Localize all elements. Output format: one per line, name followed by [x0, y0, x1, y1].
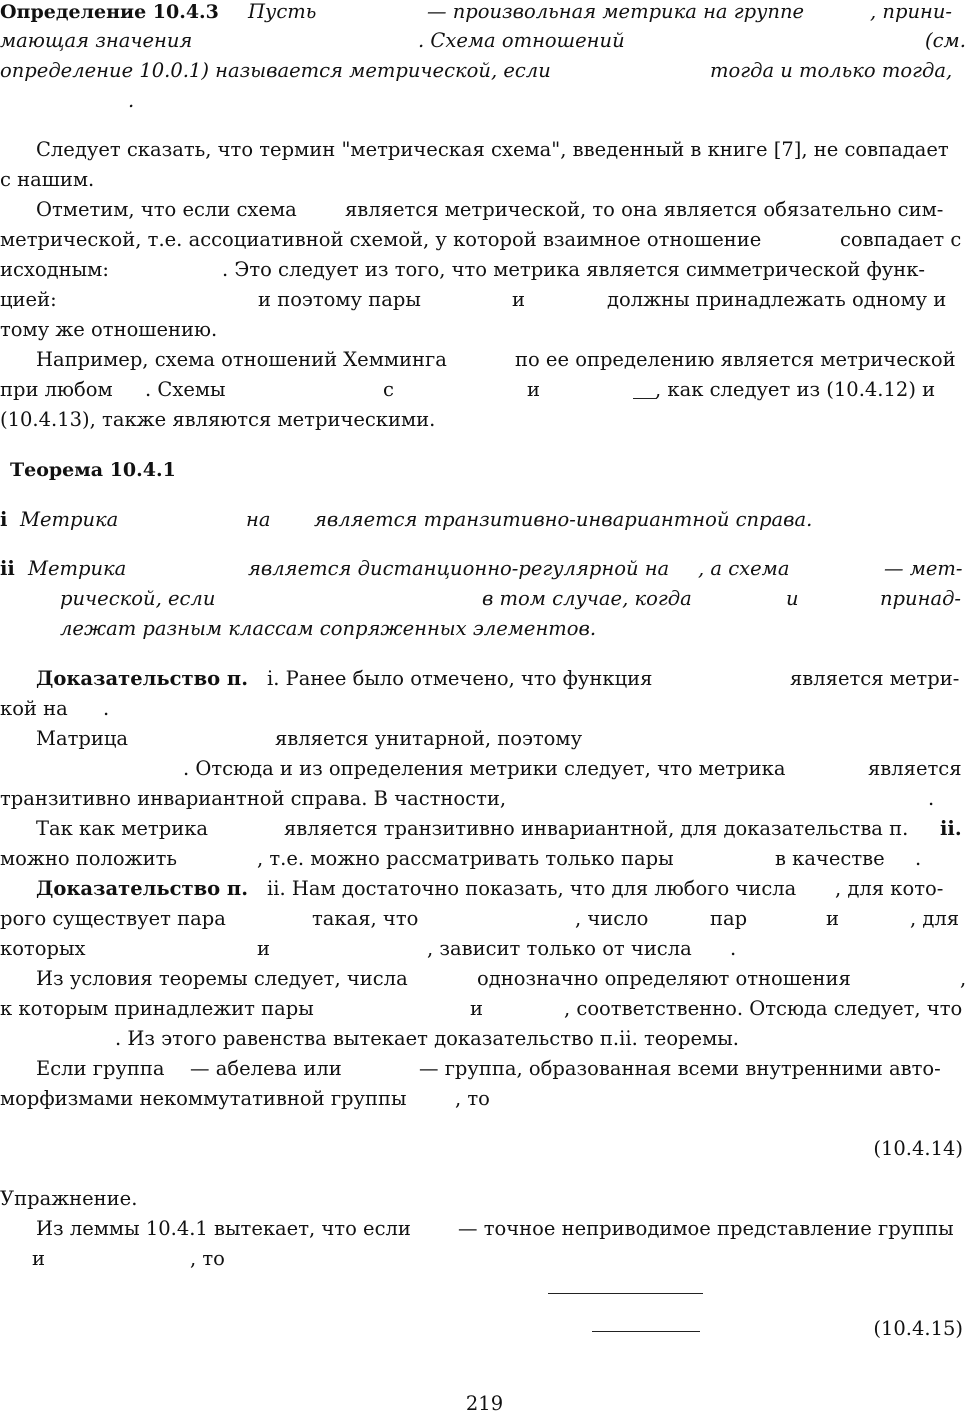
text-span: ii	[0, 557, 15, 580]
text-span: Так как метрика	[36, 817, 209, 840]
text-span: рого существует пара	[0, 907, 226, 930]
proof2-line-5	[0, 997, 963, 1021]
text-span: Из леммы 10.4.1 вытекает, что если	[36, 1217, 411, 1240]
placeholder-rule	[633, 398, 657, 399]
text-span: Матрица	[36, 727, 129, 750]
text-span: ii. Нам достаточно показать, что для любого числа	[267, 877, 797, 900]
proof1-line-7	[0, 847, 922, 871]
text-span: , зависит только от числа	[427, 937, 692, 960]
text-span: исходным:	[0, 258, 109, 281]
text-span: однозначно определяют отношения	[477, 967, 851, 990]
text-span: . Это следует из того, что метрика является симметрической функ-	[222, 258, 925, 281]
text-span: является транзитивно инвариантной, для доказательства п.	[284, 817, 909, 840]
text-span: (см.	[925, 29, 966, 52]
text-span: Доказательство п.	[36, 667, 248, 690]
text-span: — абелева или	[190, 1057, 342, 1080]
para1-line-1: Следует сказать, что термин "метрическая схема", введенный в книге [7], не совпадает	[36, 138, 949, 161]
text-span: является	[868, 757, 962, 780]
text-span: и поэтому пары	[258, 288, 421, 311]
text-span: , т.е. можно рассматривать только пары	[257, 847, 674, 870]
theorem-item-ii-line-1	[0, 557, 963, 581]
text-span: i	[0, 508, 8, 531]
text-span: рической, если	[60, 587, 216, 610]
theorem-title: Теорема 10.4.1	[10, 459, 176, 481]
text-span: является метрической, то она является обязательно сим-	[345, 198, 944, 221]
text-span: — мет-	[884, 557, 963, 580]
text-span: .	[928, 787, 935, 810]
text-span: .	[103, 697, 110, 720]
theorem-item-ii-line-3: лежат разным классам сопряженных элементов.	[60, 617, 597, 640]
text-span: пар	[710, 907, 748, 930]
text-span: i. Ранее было отмечено, что функция	[267, 667, 653, 690]
text-span: является метри-	[790, 667, 960, 690]
definition-line-3	[0, 59, 953, 83]
text-span: на	[246, 508, 271, 531]
para2-line-2	[0, 228, 962, 252]
theorem-item-ii-line-2	[60, 587, 962, 611]
text-span: и	[32, 1247, 45, 1270]
text-span: Отметим, что если схема	[36, 198, 297, 221]
para2-line-4	[0, 288, 947, 312]
text-span: совпадает с	[840, 228, 962, 251]
text-span: является дистанционно-регулярной на	[248, 557, 670, 580]
text-span: Доказательство п.	[36, 877, 248, 900]
text-span: которых	[0, 937, 86, 960]
text-span: Из условия теоремы следует, числа	[36, 967, 408, 990]
para3-line-3: (10.4.13), также являются метрическими.	[0, 408, 436, 431]
text-span: такая, что	[312, 907, 419, 930]
text-span: , прини-	[870, 0, 952, 23]
text-span: является транзитивно-инвариантной справа.	[314, 508, 813, 531]
equation-number-10-4-15: (10.4.15)	[873, 1317, 963, 1340]
para4-line-2	[0, 1087, 490, 1111]
text-span: определение 10.0.1) называется метрической, если	[0, 59, 551, 82]
text-span: можно положить	[0, 847, 177, 870]
text-span: . Отсюда и из определения метрики следует, что метрика	[183, 757, 786, 780]
proof2-line-6: . Из этого равенства вытекает доказательство п.ii. теоремы.	[115, 1027, 739, 1050]
text-span: ,	[960, 967, 967, 990]
text-span: с	[383, 378, 394, 401]
text-span: кой на	[0, 697, 68, 720]
para1-line-2: с нашим.	[0, 168, 95, 191]
proof2-line-2	[0, 907, 960, 931]
text-span: должны принадлежать одному и	[607, 288, 947, 311]
page-number: 219	[465, 1392, 504, 1415]
text-span: принад-	[880, 587, 962, 610]
text-span: , то	[455, 1087, 490, 1110]
text-span: Например, схема отношений Хемминга	[36, 348, 447, 371]
text-span: Если группа	[36, 1057, 165, 1080]
definition-label: Определение 10.4.3	[0, 1, 219, 23]
text-span: при любом	[0, 378, 113, 401]
text-span: , соответственно. Отсюда следует, что	[564, 997, 963, 1020]
text-span: Метрика	[20, 508, 119, 531]
text-span: — произвольная метрика на группе	[427, 0, 805, 23]
para2-line-5: тому же отношению.	[0, 318, 218, 341]
para2-line-3	[0, 258, 925, 282]
fraction-bar	[592, 1331, 700, 1332]
para3-line-2	[0, 378, 936, 402]
proof1-line-5	[0, 787, 935, 811]
definition-line-4: .	[128, 89, 135, 112]
text-span: и	[527, 378, 540, 401]
text-span: ii.	[940, 817, 962, 840]
fraction-bar	[548, 1293, 703, 1294]
text-span: , число	[575, 907, 649, 930]
text-span: к которым принадлежит пары	[0, 997, 314, 1020]
text-span: мающая значения	[0, 29, 193, 52]
text-span: , то	[190, 1247, 225, 1270]
text-span: , для кото-	[835, 877, 944, 900]
text-span: — точное неприводимое представление группы	[458, 1217, 954, 1240]
definition-line-2	[0, 29, 966, 53]
text-span: является унитарной, поэтому	[275, 727, 583, 750]
text-span: метрической, т.е. ассоциативной схемой, у которой взаимное отношение	[0, 228, 762, 251]
text-span: . Схемы	[145, 378, 226, 401]
text-span: и	[786, 587, 799, 610]
definition-line-1	[0, 0, 952, 24]
text-span: — группа, образованная всеми внутренними авто-	[419, 1057, 941, 1080]
text-span: Метрика	[28, 557, 127, 580]
exercise-title: Упражнение.	[0, 1187, 138, 1210]
text-span: транзитивно инвариантной справа. В частности,	[0, 787, 507, 810]
proof1-line-2	[0, 697, 110, 721]
text-span: , как следует из (10.4.12) и	[655, 378, 936, 401]
text-span: , для	[910, 907, 960, 930]
text-span: и	[826, 907, 839, 930]
text-span: по ее определению является метрической	[515, 348, 956, 371]
text-span: и	[470, 997, 483, 1020]
text-span: в качестве	[775, 847, 885, 870]
equation-number-10-4-14: (10.4.14)	[873, 1137, 963, 1160]
proof2-line-3	[0, 937, 737, 961]
text-span: в том случае, когда	[482, 587, 692, 610]
text-span: .	[915, 847, 922, 870]
text-span: .	[730, 937, 737, 960]
text-span: и	[257, 937, 270, 960]
text-span: и	[512, 288, 525, 311]
text-span: цией:	[0, 288, 57, 311]
text-span: Пусть	[248, 0, 317, 23]
text-span: , а схема	[698, 557, 790, 580]
text-span: . Схема отношений	[418, 29, 625, 52]
theorem-item-i	[0, 508, 813, 532]
text-span: морфизмами некоммутативной группы	[0, 1087, 407, 1110]
text-span: тогда и только тогда,	[710, 59, 953, 82]
